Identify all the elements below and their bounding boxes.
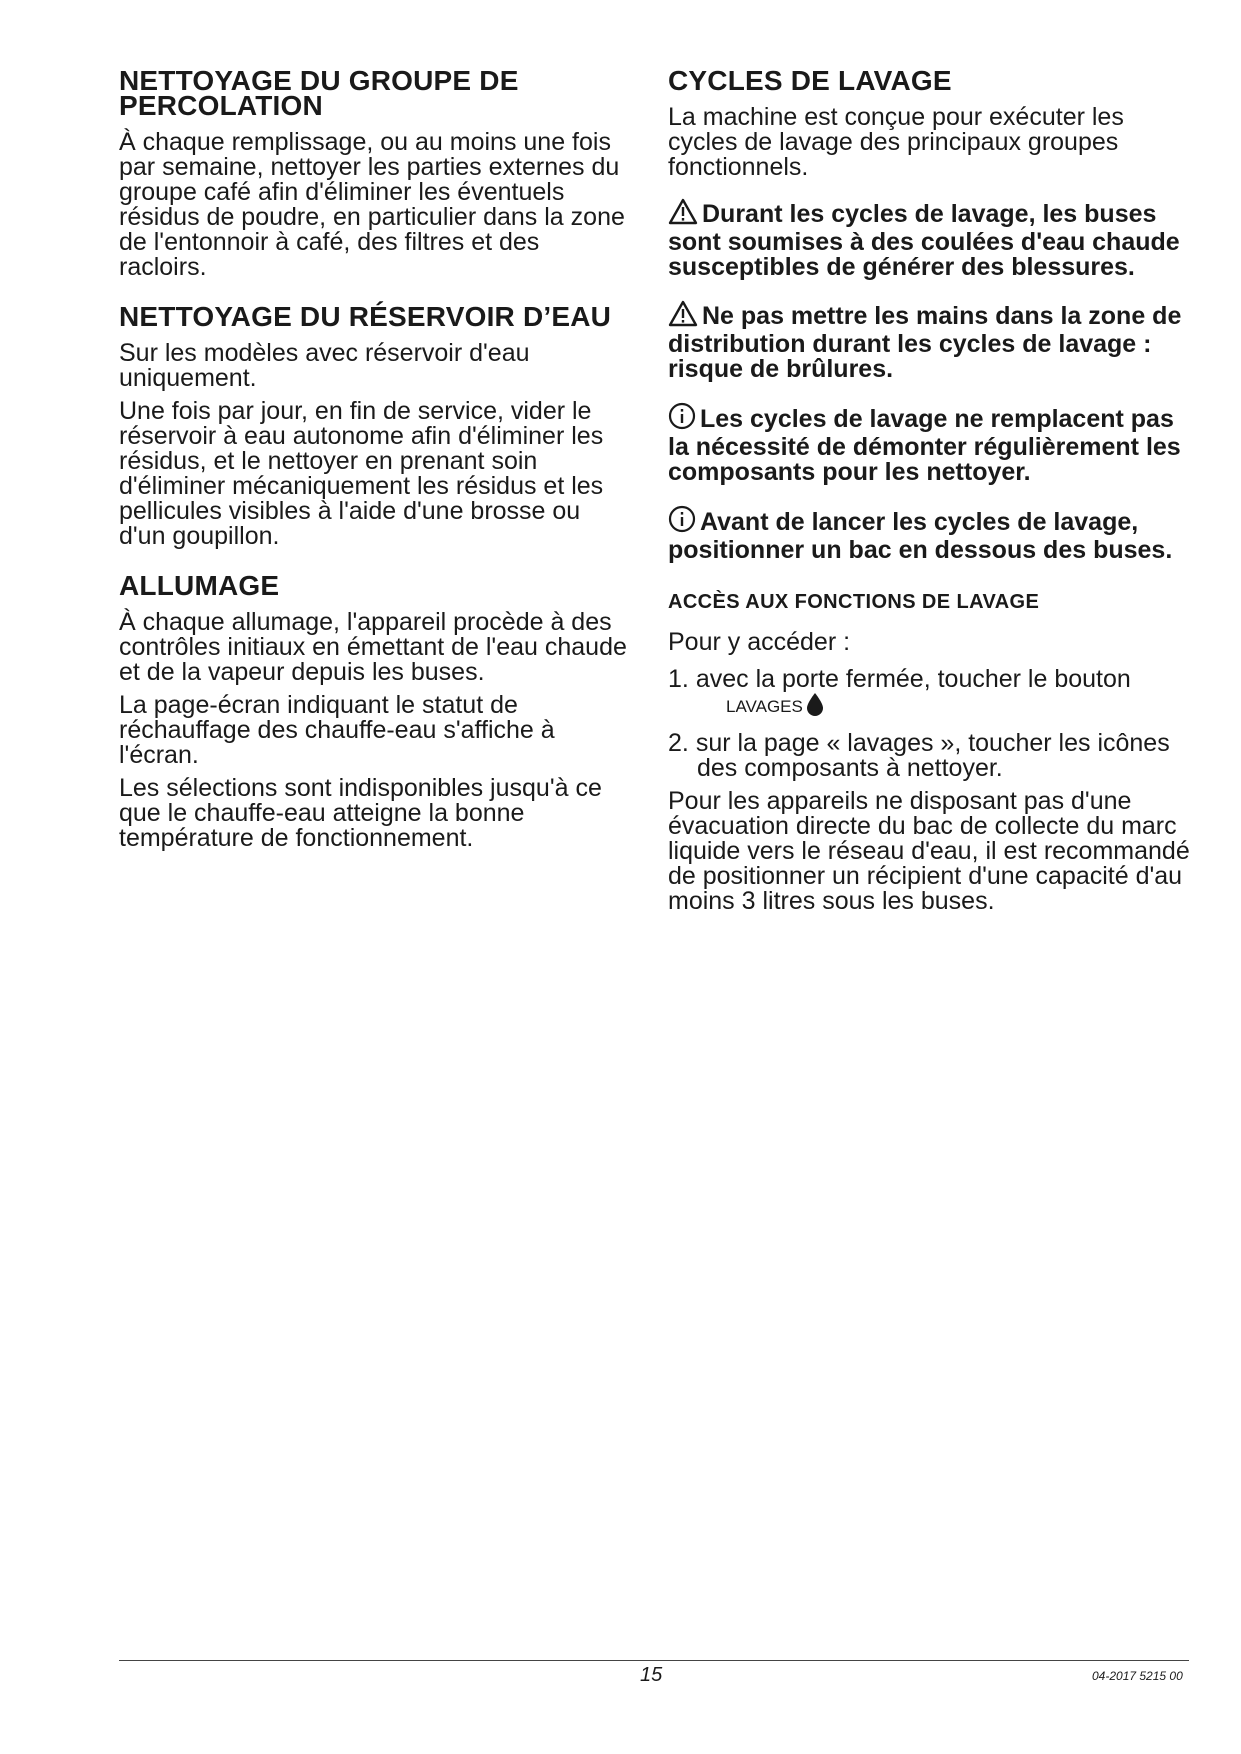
section-title: NETTOYAGE DU RÉSERVOIR D’EAU: [119, 301, 612, 332]
lavages-button-reference: [726, 692, 824, 723]
warning-notice: [668, 198, 1198, 280]
footer-divider: [119, 1660, 1189, 1661]
notice-text: Ne pas mettre les mains dans la zone de distribution durant les cycles de lavage : risque de brûlures.: [668, 302, 1182, 383]
steps-list: [668, 667, 1198, 781]
access-intro: Pour y accéder :: [668, 628, 851, 656]
button-label: LAVAGES: [726, 697, 803, 716]
page-number: 15: [640, 1664, 663, 1686]
section-cleaning-brew-group: [119, 65, 629, 281]
step-text: avec la porte fermée, toucher le bouton: [695, 665, 1131, 693]
info-notice: [668, 505, 1198, 563]
list-item: [668, 731, 1198, 781]
info-circle-icon: [668, 505, 696, 538]
left-column: [119, 65, 629, 875]
warning-notice: [668, 300, 1198, 382]
list-item: [668, 667, 1198, 723]
info-notice: [668, 402, 1198, 485]
right-column: [668, 65, 1198, 922]
paragraph: Les sélections sont indisponibles jusqu'à ce que le chauffe-eau atteigne la bonne température de fonctionnement.: [119, 774, 602, 852]
step-number: 2.: [668, 729, 689, 757]
paragraph: Une fois par jour, en fin de service, vider le réservoir à eau autonome afin d'éliminer les résidus, et le nettoyer en prenant soin d'éliminer mécaniquement les résidus et les pellicules visibles à l'aide d'une brosse ou d'un goupillon.: [119, 397, 604, 550]
notice-text: Les cycles de lavage ne remplacent pas la nécessité de démonter régulièrement les composants pour les nettoyer.: [668, 405, 1181, 486]
section-cleaning-water-tank: [119, 301, 629, 550]
paragraph: À chaque remplissage, ou au moins une fois par semaine, nettoyer les parties externes du groupe café afin d'éliminer les éventuels résidus de poudre, en particulier dans la zone de l'entonnoir à café, des filtres et des racloirs.: [119, 128, 625, 281]
section-power-on: [119, 570, 629, 852]
section-title: CYCLES DE LAVAGE: [668, 65, 952, 96]
step-text: sur la page « lavages », toucher les icônes des composants à nettoyer.: [695, 729, 1170, 782]
notice-text: Durant les cycles de lavage, les buses sont soumises à des coulées d'eau chaude susceptibles de générer des blessures.: [668, 200, 1180, 281]
notice-text: Avant de lancer les cycles de lavage, positionner un bac en dessous des buses.: [668, 508, 1173, 564]
closing-paragraph: Pour les appareils ne disposant pas d'une évacuation directe du bac de collecte du marc liquide vers le réseau d'eau, il est recommandé de positionner un récipient d'une capacité d'au moins 3 litres sous les buses.: [668, 787, 1190, 915]
warning-triangle-icon: [668, 300, 698, 332]
paragraph: À chaque allumage, l'appareil procède à des contrôles initiaux en émettant de l'eau chaude et de la vapeur depuis les buses.: [119, 608, 627, 686]
info-circle-icon: [668, 402, 696, 435]
paragraph: La page-écran indiquant le statut de réchauffage des chauffe-eau s'affiche à l'écran.: [119, 691, 555, 769]
warning-triangle-icon: [668, 198, 698, 230]
water-drop-icon: [806, 692, 824, 723]
section-title: ALLUMAGE: [119, 570, 280, 601]
document-code: 04-2017 5215 00: [1092, 1669, 1183, 1683]
paragraph: Sur les modèles avec réservoir d'eau uniquement.: [119, 339, 530, 392]
intro-paragraph: La machine est conçue pour exécuter les cycles de lavage des principaux groupes fonctionnels.: [668, 103, 1124, 181]
section-title: NETTOYAGE DU GROUPE DE PERCOLATION: [119, 65, 519, 121]
subsection-heading: ACCÈS AUX FONCTIONS DE LAVAGE: [668, 591, 1040, 613]
step-number: 1.: [668, 665, 689, 693]
